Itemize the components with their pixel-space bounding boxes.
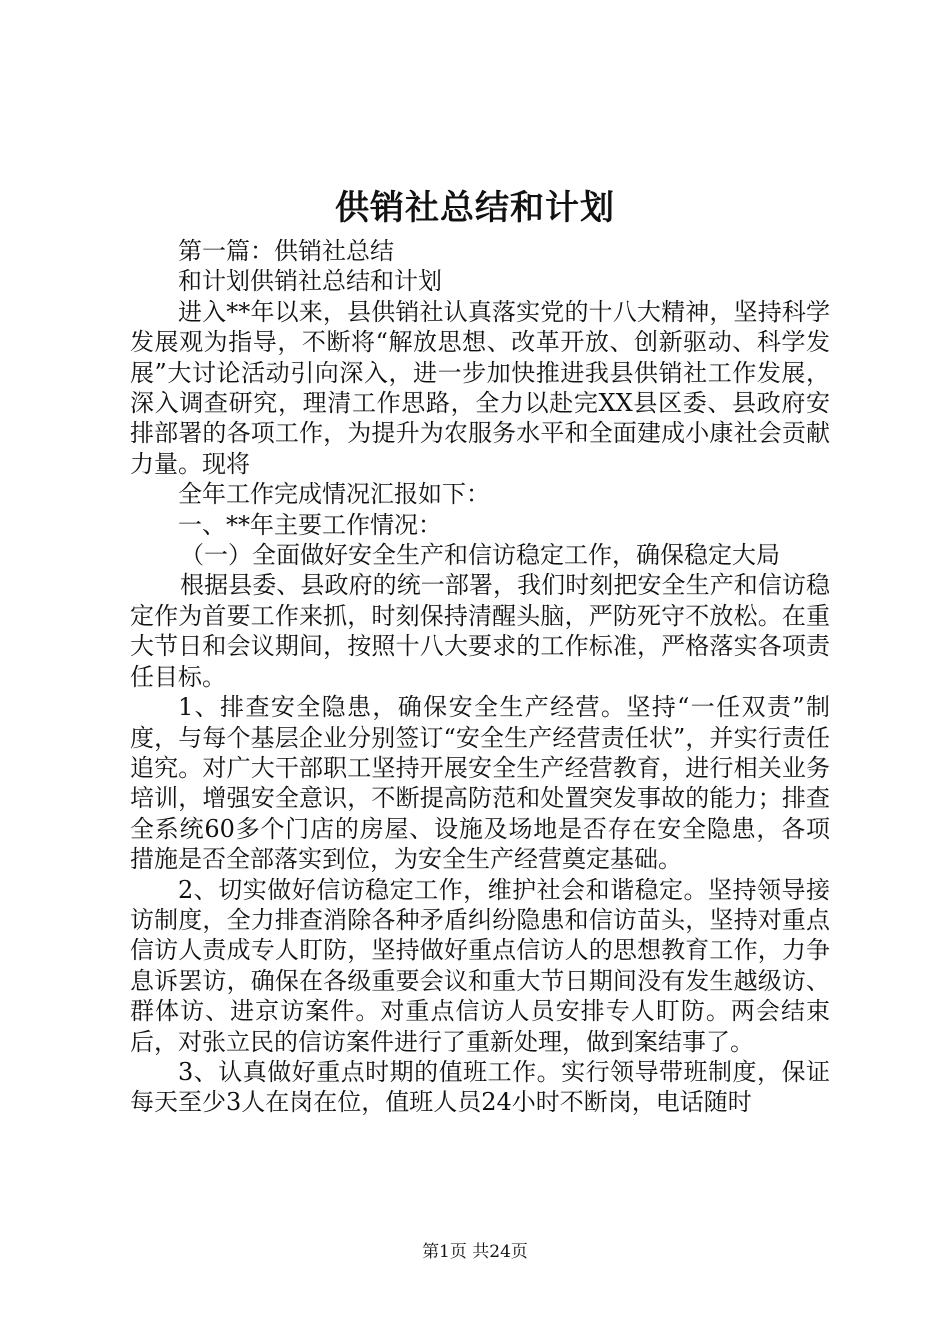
subsection-heading-safety: （一）全面做好安全生产和信访稳定工作，确保稳定大局 — [180, 541, 780, 570]
document-title: 供销社总结和计划 — [335, 188, 615, 228]
paragraph-safety-overview: 根据县委、县政府的统一部署，我们时刻把安全生产和信访稳定作为首要工作来抓，时刻保持清醒头脑，严防死守不放松。在重大节日和会议期间，按照十八大要求的工作标准，严格落实各项责任目标。 — [130, 571, 830, 691]
paragraph-item-3: 3、认真做好重点时期的值班工作。实行领导带班制度，保证每天至少3人在岗在位，值班人员24小时不断岗，电话随时 — [130, 1057, 830, 1117]
paragraph-chapter-heading: 第一篇：供销社总结 — [178, 237, 394, 265]
paragraph-subtitle: 和计划供销社总结和计划 — [178, 267, 442, 296]
page-number-footer: 第1页 共24页 — [422, 1242, 528, 1262]
paragraph-report-lead: 全年工作完成情况汇报如下： — [178, 480, 490, 509]
paragraph-intro: 进入**年以来，县供销社认真落实党的十八大精神，坚持科学发展观为指导，不断将“解放思想、改革开放、创新驱动、科学发展”大讨论活动引向深入，进一步加快推进我县供销社工作发展，深入调查研究，理清工作思路，全力以赴完XX县区委、县政府安排部署的各项工作，为提升为农服务水平和全面建成小康社会贡献力量。现将 — [130, 297, 830, 478]
document-body — [130, 236, 830, 1118]
paragraph-item-1: 1、排查安全隐患，确保安全生产经营。坚持“一任双责”制度，与每个基层企业分别签订“安全生产经营责任状”，并实行责任追究。对广大干部职工坚持开展安全生产经营教育，进行相关业务培训，增强安全意识，不断提高防范和处置突发事故的能力；排查全系统60多个门店的房屋、设施及场地是否存在安全隐患，各项措施是否全部落实到位，为安全生产经营奠定基础。 — [130, 693, 830, 874]
section-heading-main-work: 一、**年主要工作情况： — [178, 510, 442, 539]
paragraph-item-2: 2、切实做好信访稳定工作，维护社会和谐稳定。坚持领导接访制度，全力排查消除各种矛盾纠纷隐患和信访苗头，坚持对重点信访人责成专人盯防，坚持做好重点信访人的思想教育工作，力争息诉罢访，确保在各级重要会议和重大节日期间没有发生越级访、群体访、进京访案件。对重点信访人员安排专人盯防。两会结束后，对张立民的信访案件进行了重新处理，做到案结事了。 — [130, 875, 830, 1056]
